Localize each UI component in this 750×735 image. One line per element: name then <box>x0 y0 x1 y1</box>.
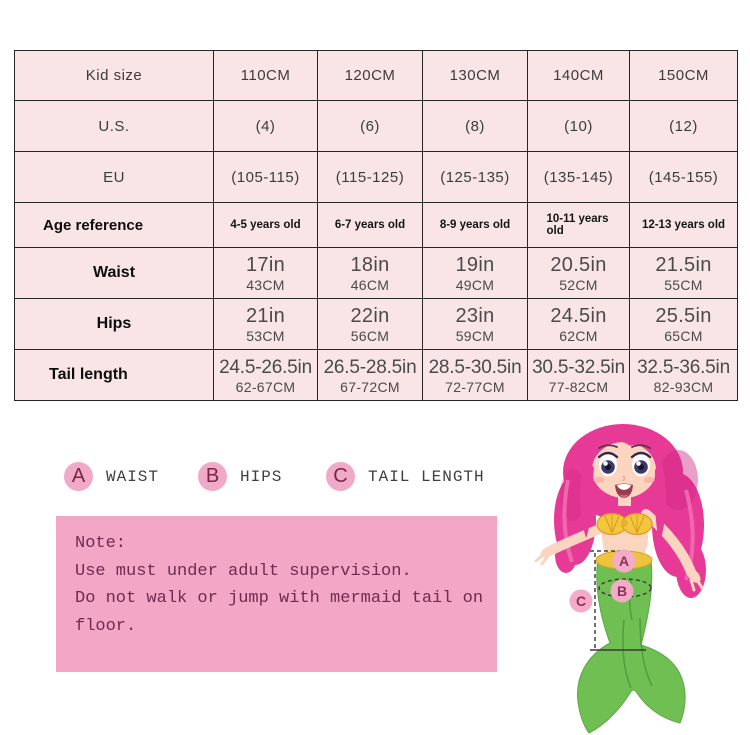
waist-marker-a <box>613 550 636 573</box>
svg-text:A: A <box>618 553 630 569</box>
tail-length-marker-c <box>570 590 593 613</box>
eu-size-cell: (105-115) <box>214 152 318 203</box>
hips-cell: 25.5in 65CM <box>630 299 738 350</box>
us-size-cell: (4) <box>214 101 318 152</box>
kid-size-cell: 130CM <box>423 51 528 101</box>
age-cell: 6-7 years old <box>318 203 423 248</box>
waist-cell: 17in 43CM <box>214 248 318 299</box>
hips-cell: 24.5in 62CM <box>528 299 630 350</box>
legend-item-waist <box>64 462 159 491</box>
kid-size-cell: 140CM <box>528 51 630 101</box>
row-label-tail-length: Tail length <box>15 350 214 401</box>
table-row-tail-length <box>15 350 738 401</box>
tail-length-cell: 24.5-26.5in 62-67CM <box>214 350 318 401</box>
age-cell: 8-9 years old <box>423 203 528 248</box>
row-label-us: U.S. <box>15 101 214 152</box>
row-label-hips: Hips <box>15 299 214 350</box>
hips-cell: 23in 59CM <box>423 299 528 350</box>
kid-size-cell: 150CM <box>630 51 738 101</box>
tail-length-cell: 28.5-30.5in 72-77CM <box>423 350 528 401</box>
hips-marker-badge: B <box>198 462 227 491</box>
row-label-age-reference: Age reference <box>15 203 214 248</box>
note-line: Do not walk or jump with mermaid tail on <box>75 589 484 608</box>
age-cell: 10-11 years old <box>528 203 630 248</box>
age-cell: 4-5 years old <box>214 203 318 248</box>
mermaid-tail <box>575 558 686 733</box>
waist-cell: 20.5in 52CM <box>528 248 630 299</box>
tail-length-cell: 26.5-28.5in 67-72CM <box>318 350 423 401</box>
eu-size-cell: (125-135) <box>423 152 528 203</box>
svg-text:B: B <box>616 583 628 599</box>
waist-cell: 19in 49CM <box>423 248 528 299</box>
eu-size-cell: (115-125) <box>318 152 423 203</box>
legend-label-hips: HIPS <box>240 467 283 486</box>
tail-length-cell: 32.5-36.5in 82-93CM <box>630 350 738 401</box>
age-cell: 12-13 years old <box>630 203 738 248</box>
kid-size-cell: 120CM <box>318 51 423 101</box>
note-line: floor. <box>75 616 137 636</box>
safety-note-box <box>56 516 497 672</box>
tail-length-cell: 30.5-32.5in 77-82CM <box>528 350 630 401</box>
note-title: Note: <box>75 534 127 553</box>
us-size-cell: (12) <box>630 101 738 152</box>
waist-cell: 18in 46CM <box>318 248 423 299</box>
kid-size-cell: 110CM <box>214 51 318 101</box>
mermaid-illustration <box>528 420 750 735</box>
legend-label-waist: WAIST <box>106 467 160 486</box>
table-row-hips <box>15 299 738 350</box>
legend-item-tail-length <box>326 462 485 491</box>
eu-size-cell: (135-145) <box>528 152 630 203</box>
table-row-us <box>15 101 738 152</box>
row-label-eu: EU <box>15 152 214 203</box>
hips-cell: 21in 53CM <box>214 299 318 350</box>
row-label-waist: Waist <box>15 248 214 299</box>
waist-marker-badge: A <box>64 462 93 491</box>
us-size-cell: (10) <box>528 101 630 152</box>
tail-length-marker-badge: C <box>326 462 355 491</box>
note-line: Use must under adult supervision. <box>75 561 412 581</box>
us-size-cell: (8) <box>423 101 528 152</box>
table-row-kid-size <box>15 51 738 101</box>
svg-text:C: C <box>575 593 587 609</box>
row-label-kid-size: Kid size <box>15 51 214 101</box>
size-chart-table <box>14 50 738 401</box>
waist-cell: 21.5in 55CM <box>630 248 738 299</box>
eu-size-cell: (145-155) <box>630 152 738 203</box>
table-row-eu <box>15 152 738 203</box>
table-row-waist <box>15 248 738 299</box>
us-size-cell: (6) <box>318 101 423 152</box>
table-row-age <box>15 203 738 248</box>
hips-marker-b <box>611 580 634 603</box>
legend-label-tail-length: TAIL LENGTH <box>368 467 485 486</box>
legend-item-hips <box>198 462 282 491</box>
hips-cell: 22in 56CM <box>318 299 423 350</box>
